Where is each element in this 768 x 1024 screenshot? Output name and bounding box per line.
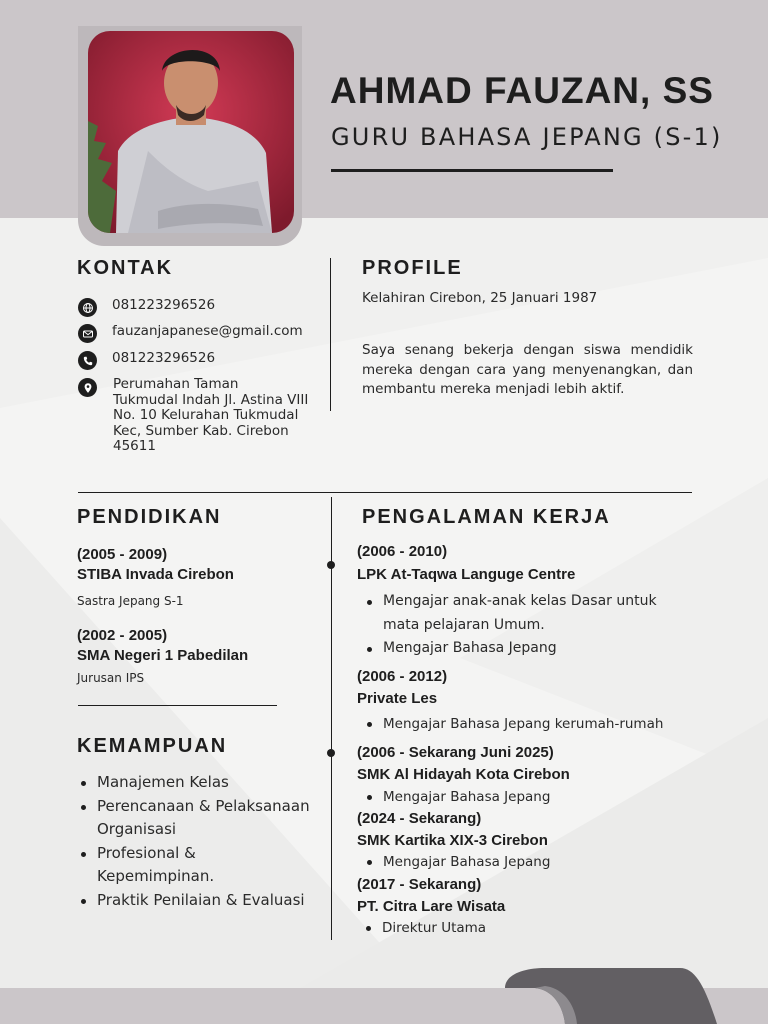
phone-icon — [78, 351, 97, 370]
education-school: SMA Negeri 1 Pabedilan — [77, 647, 249, 664]
experience-bullets — [363, 590, 663, 661]
address-line: Tukmudal Indah Jl. Astina VIII — [113, 391, 309, 408]
experience-org: PT. Citra Lare Wisata — [357, 898, 506, 915]
header-divider — [331, 169, 613, 172]
experience-bullet: Mengajar Bahasa Jepang kerumah-rumah — [363, 714, 663, 734]
birth-info: Kelahiran Cirebon, 25 Januari 1987 — [362, 290, 598, 306]
contact-phone-1[interactable]: 081223296526 — [112, 297, 216, 313]
location-icon — [78, 378, 97, 397]
experience-org: SMK Kartika XIX-3 Cirebon — [357, 832, 548, 849]
education-detail: Sastra Jepang S-1 — [77, 594, 184, 608]
full-name: AHMAD FAUZAN, SS — [330, 70, 714, 111]
experience-bullets — [363, 787, 550, 807]
left-divider — [78, 705, 277, 706]
profile-summary: Saya senang bekerja dengan siswa mendidik mereka dengan cara yang menyenangkan, dan membantu mereka menjadi lebih aktif. — [362, 342, 693, 397]
timeline-dot — [327, 749, 335, 757]
section-divider — [78, 492, 692, 493]
experience-bullets — [363, 714, 663, 734]
experience-bullets — [362, 918, 486, 938]
education-school: STIBA Invada Cirebon — [77, 566, 234, 583]
education-period: (2005 - 2009) — [77, 546, 168, 563]
address-line: Kec, Sumber Kab. Cirebon — [113, 422, 289, 439]
contact-heading: KONTAK — [77, 257, 174, 279]
contact-phone-2[interactable]: 081223296526 — [112, 350, 216, 366]
experience-bullet: Mengajar Bahasa Jepang — [363, 852, 550, 872]
contact-address — [113, 377, 308, 455]
education-detail: Jurusan IPS — [77, 671, 145, 685]
experience-period: (2017 - Sekarang) — [357, 876, 482, 893]
education-heading: PENDIDIKAN — [77, 506, 222, 528]
experience-bullets — [363, 852, 550, 872]
skills-heading: KEMAMPUAN — [77, 735, 228, 757]
skill-item: Praktik Penilaian & Evaluasi — [77, 889, 317, 913]
skill-item: Profesional & Kepemimpinan. — [77, 842, 317, 889]
contact-email[interactable]: fauzanjapanese@gmail.com — [112, 323, 303, 339]
profile-photo — [88, 31, 294, 233]
experience-bullet: Mengajar Bahasa Jepang — [363, 637, 663, 661]
top-column-divider — [330, 258, 331, 411]
skill-item: Perencanaan & Pelaksanaan Organisasi — [77, 795, 317, 842]
decorative-ribbon — [505, 966, 725, 1024]
address-line: 45611 — [113, 438, 156, 454]
address-line: Perumahan Taman — [113, 376, 239, 392]
experience-bullet: Direktur Utama — [362, 918, 486, 938]
mail-icon — [78, 324, 97, 343]
experience-org: Private Les — [357, 690, 438, 707]
experience-heading: PENGALAMAN KERJA — [362, 506, 611, 528]
globe-icon — [78, 298, 97, 317]
address-line: No. 10 Kelurahan Tukmudal — [113, 407, 299, 423]
experience-org: SMK Al Hidayah Kota Cirebon — [357, 766, 570, 783]
skill-item: Manajemen Kelas — [77, 771, 317, 795]
experience-period: (2006 - 2010) — [357, 543, 448, 560]
job-title: GURU BAHASA JEPANG (S-1) — [331, 123, 723, 151]
experience-period: (2024 - Sekarang) — [357, 810, 482, 827]
experience-period: (2006 - 2012) — [357, 668, 448, 685]
experience-bullet: Mengajar anak-anak kelas Dasar untuk mata pelajaran Umum. — [363, 590, 663, 637]
skills-list — [77, 771, 317, 912]
education-period: (2002 - 2005) — [77, 627, 168, 644]
timeline-dot — [327, 561, 335, 569]
experience-bullet: Mengajar Bahasa Jepang — [363, 787, 550, 807]
experience-period: (2006 - Sekarang Juni 2025) — [357, 744, 554, 761]
experience-org: LPK At-Taqwa Languge Centre — [357, 566, 576, 583]
profile-heading: PROFILE — [362, 257, 463, 279]
